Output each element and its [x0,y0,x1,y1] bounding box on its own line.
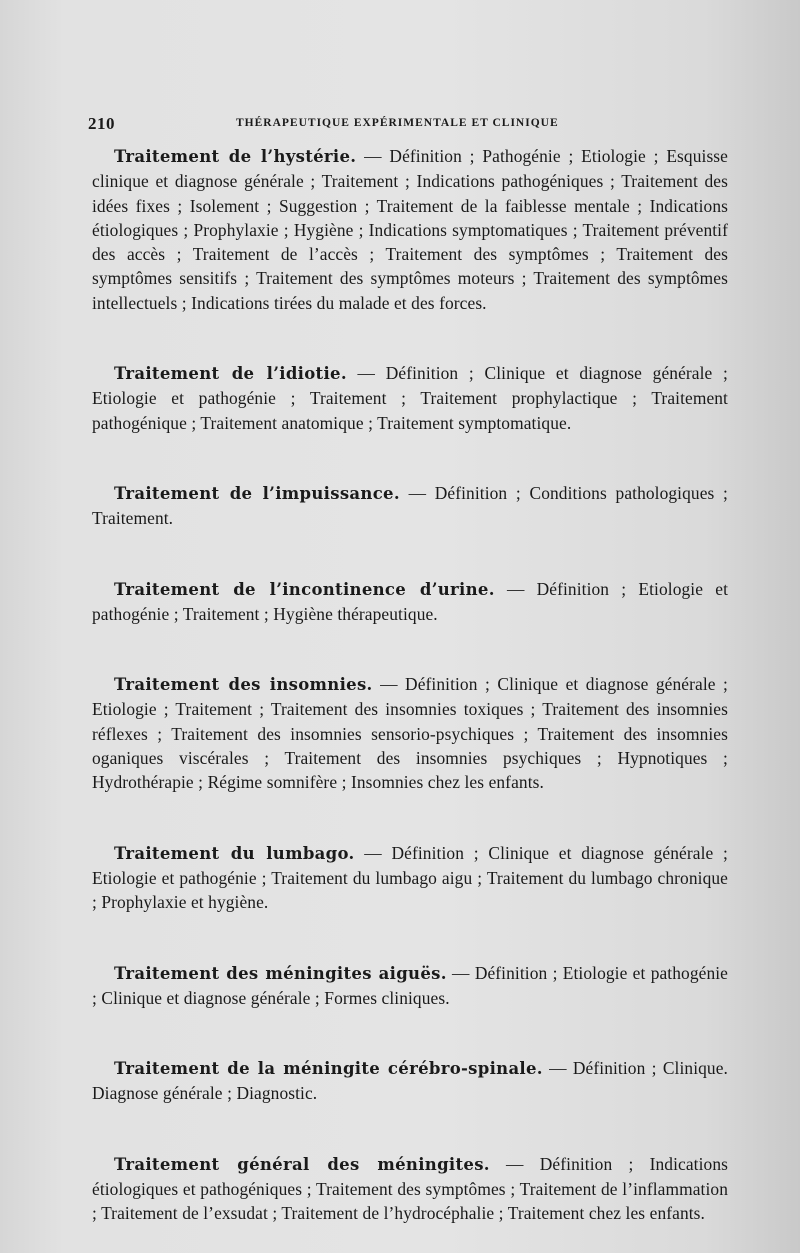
entry-title: Traitement de l’hystérie. [114,147,357,166]
entry-idiotie [92,361,728,435]
entry-meningites-general [92,1152,728,1226]
entry-hysterie [92,144,728,315]
page-header [88,114,728,134]
entry-title: Traitement général des méningites. [114,1154,490,1174]
page-number: 210 [88,114,115,133]
entry-title: Traitement des méningites aiguës. [114,963,447,983]
page-content [92,144,728,1253]
entry-incontinence-urine [92,577,728,627]
entry-impuissance [92,481,728,531]
entry-body: — Définition ; Clinique. Diagnose générale ; Diagnostic. [92,1058,728,1104]
entry-title: Traitement de l’impuissance. [114,483,400,503]
entry-body: — Définition ; Etiologie et pathogénie ; Traitement ; Hygiène thérapeutique. [92,578,728,624]
entry-body: — Définition ; Clinique et diagnose générale ; Etiologie et pathogénie ; Traitement ; Traitement prophylactique ; Traitement pathogénique ; Traitement anatomique ; Traitement symptomatique. [92,363,728,433]
entry-title: Traitement des insomnies. [114,675,373,695]
entry-body: — Définition ; Clinique et diagnose générale ; Etiologie et pathogénie ; Traitement du lumbago aigu ; Traitement du lumbago chronique ; Prophylaxie et hygiène. [92,842,728,913]
entry-lumbago [92,841,728,915]
entry-body: — Définition ; Clinique et diagnose générale ; Etiologie ; Traitement ; Traitement des insomnies toxiques ; Traitement des insomnies réflexes ; Traitement des insomnies sensorio-psychiques ; Traitement des insomnies oganiques viscérales ; Traitement des insomnies psychiques ; Hypnotiques ; Hydrothérapie ; Régime somnifère ; Insomnies chez les enfants. [92,674,728,793]
entry-body: — Définition ; Etiologie et pathogénie ; Clinique et diagnose générale ; Formes cliniques. [92,962,728,1008]
entry-title: Traitement de l’incontinence d’urine. [114,579,495,599]
entry-title: Traitement du lumbago. [114,843,355,863]
entry-insomnies [92,672,728,794]
entry-body: — Définition ; Pathogénie ; Etiologie ; Esquisse clinique et diagnose générale ; Traitement ; Indications pathogéniques ; Traitement des idées fixes ; Isolement ; Suggestion ; Traitement de la faiblesse mentale ; Indications étiologiques ; Prophylaxie ; Hygiène ; Indications symptomatiques ; Traitement préventif des accès ; Traitement de l’accès ; Traitement des symptômes ; Traitement des symptômes sensitifs ; Traitement des symptômes moteurs ; Traitement des symptômes intellectuels ; Indications tirées du malade et des forces. [92,146,728,313]
entry-meningites-aigues [92,961,728,1011]
running-head: THÉRAPEUTIQUE EXPÉRIMENTALE ET CLINIQUE [236,117,559,129]
entry-title: Traitement de la méningite cérébro-spinale. [114,1059,543,1079]
entry-title: Traitement de l’idiotie. [114,364,347,384]
entry-meningite-cerebro-spinale [92,1056,728,1106]
entry-body: — Définition ; Conditions pathologiques ; Traitement. [92,482,728,529]
entry-body: — Définition ; Indications étiologiques et pathogéniques ; Traitement des symptômes ; Traitement de l’inflammation ; Traitement de l’exsudat ; Traitement de l’hydrocéphalie ; Traitement chez les enfants. [92,1153,728,1224]
